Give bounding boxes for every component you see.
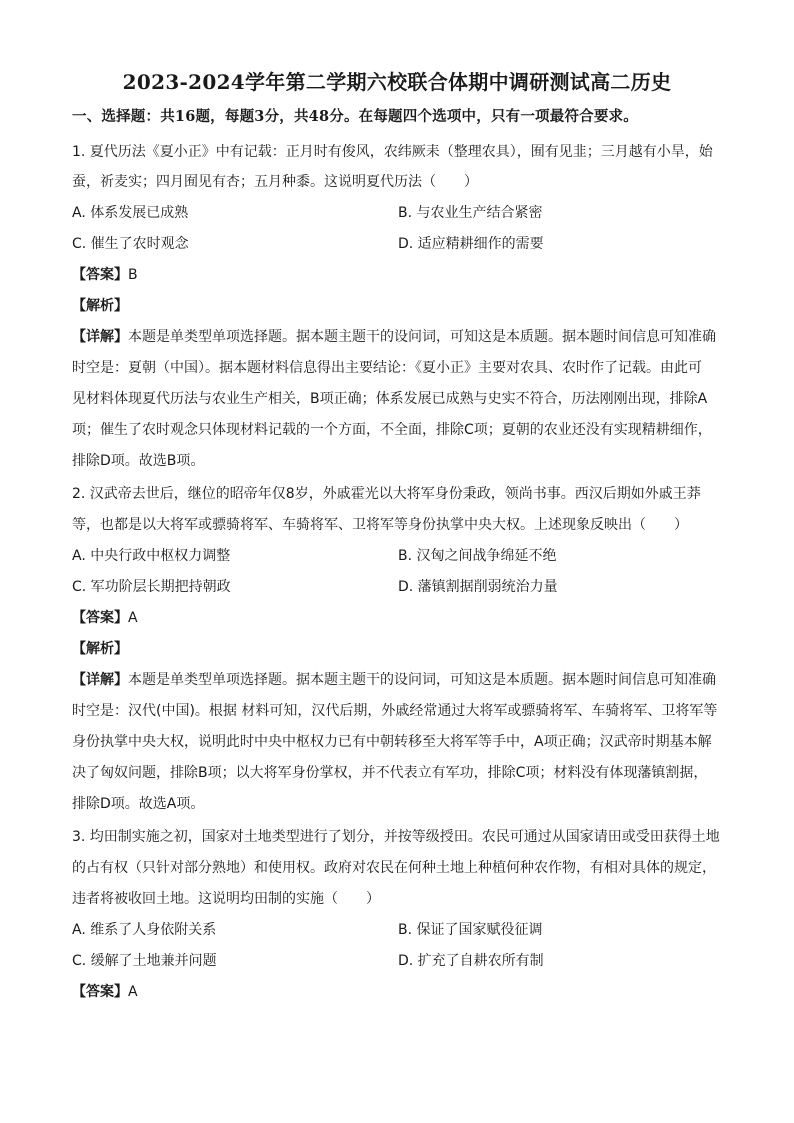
question-3-option-b: B. 保证了国家赋役征调 (398, 922, 543, 938)
question-1-option-c: C. 催生了农时观念 (72, 236, 189, 252)
question-3-answer (72, 982, 732, 1002)
question-2-detail-line-2: 时空是：汉代(中国)。根据 材料可知，汉代后期，外戚经常通过大将军或骠骑将军、车骑将军、卫将军等 (72, 703, 718, 719)
question-2-stem-line-2: 等，也都是以大将军或骠骑将军、车骑将军、卫将军等身份执掌中央大权。上述现象反映出（ ） (72, 517, 688, 533)
detail-label: 【详解】 (72, 672, 128, 688)
question-1-detail-line-1 (72, 327, 732, 347)
answer-value: A (128, 610, 138, 626)
question-2-detail-line-5: 排除D项。故选A项。 (72, 796, 205, 812)
detail-text: 本题是单类型单项选择题。据本题主题干的设问词，可知这是本质题。据本题时间信息可知准确 (128, 672, 716, 688)
question-2-option-c: C. 军功阶层长期把持朝政 (72, 579, 231, 595)
question-3-option-d: D. 扩充了自耕农所有制 (398, 953, 544, 969)
page-title: 2023-2024学年第二学期六校联合体期中调研测试高二历史 (122, 70, 672, 94)
question-3-stem-line-2: 的占有权（只针对部分熟地）和使用权。政府对农民在何种土地上种植何种农作物，有相对具体的规定， (72, 860, 716, 876)
question-1-analysis-label (72, 296, 732, 316)
question-1-detail-line-3: 见材料体现夏代历法与农业生产相关，B项正确；体系发展已成熟与史实不符合，历法刚刚出现，排除A (72, 391, 708, 407)
question-2-analysis-label (72, 639, 732, 659)
question-1-answer (72, 265, 732, 285)
question-1-stem-line-1: 1. 夏代历法《夏小正》中有记载：正月时有俊风，农纬厥耒（整理农具），囿有见韭；三月越有小旱，始 (72, 144, 713, 160)
answer-label: 【答案】 (72, 610, 128, 626)
answer-value: B (128, 267, 138, 283)
section-heading: 一、选择题：共16题，每题3分，共48分。在每题四个选项中，只有一项最符合要求。 (72, 108, 638, 125)
answer-label: 【答案】 (72, 984, 128, 1000)
question-3-stem-line-1: 3. 均田制实施之初，国家对土地类型进行了划分，并按等级授田。农民可通过从国家请田或受田获得土地 (72, 829, 720, 845)
question-1-option-d: D. 适应精耕细作的需要 (398, 236, 544, 252)
question-2-option-d: D. 藩镇割据削弱统治力量 (398, 579, 558, 595)
question-1-stem-line-2: 蚕，祈麦实；四月囿见有杏；五月种黍。这说明夏代历法（ ） (72, 174, 478, 190)
question-2-detail-line-1 (72, 670, 732, 690)
question-3-stem-line-3: 违者将被收回土地。这说明均田制的实施（ ） (72, 891, 380, 907)
question-2-answer (72, 608, 732, 628)
question-1-detail-line-2: 时空是：夏朝（中国）。据本题材料信息得出主要结论：《夏小正》主要对农具、农时作了记载。由此可 (72, 360, 702, 376)
analysis-label: 【解析】 (72, 641, 128, 657)
question-1-option-a: A. 体系发展已成熟 (72, 205, 189, 221)
question-3-option-c: C. 缓解了土地兼并问题 (72, 953, 217, 969)
answer-value: A (128, 984, 138, 1000)
question-1-option-b: B. 与农业生产结合紧密 (398, 205, 543, 221)
question-2-option-a: A. 中央行政中枢权力调整 (72, 548, 231, 564)
question-2-option-b: B. 汉匈之间战争绵延不绝 (398, 548, 557, 564)
detail-label: 【详解】 (72, 329, 128, 345)
analysis-label: 【解析】 (72, 298, 128, 314)
answer-label: 【答案】 (72, 267, 128, 283)
question-1-detail-line-5: 排除D项。故选B项。 (72, 453, 205, 469)
question-1-detail-line-4: 项；催生了农时观念只体现材料记载的一个方面，不全面，排除C项；夏朝的农业还没有实现精耕细作， (72, 422, 712, 438)
question-2-detail-line-3: 身份执掌中央大权，说明此时中央中枢权力已有中朝转移至大将军等手中，A项正确；汉武帝时期基本解 (72, 734, 712, 750)
question-2-detail-line-4: 决了匈奴问题，排除B项；以大将军身份掌权，并不代表立有军功，排除C项；材料没有体现藩镇割据， (72, 765, 708, 781)
detail-text: 本题是单类型单项选择题。据本题主题干的设问词，可知这是本质题。据本题时间信息可知准确 (128, 329, 716, 345)
question-3-option-a: A. 维系了人身依附关系 (72, 922, 217, 938)
question-2-stem-line-1: 2. 汉武帝去世后，继位的昭帝年仅8岁，外戚霍光以大将军身份秉政，领尚书事。西汉后期如外戚王莽 (72, 486, 701, 502)
